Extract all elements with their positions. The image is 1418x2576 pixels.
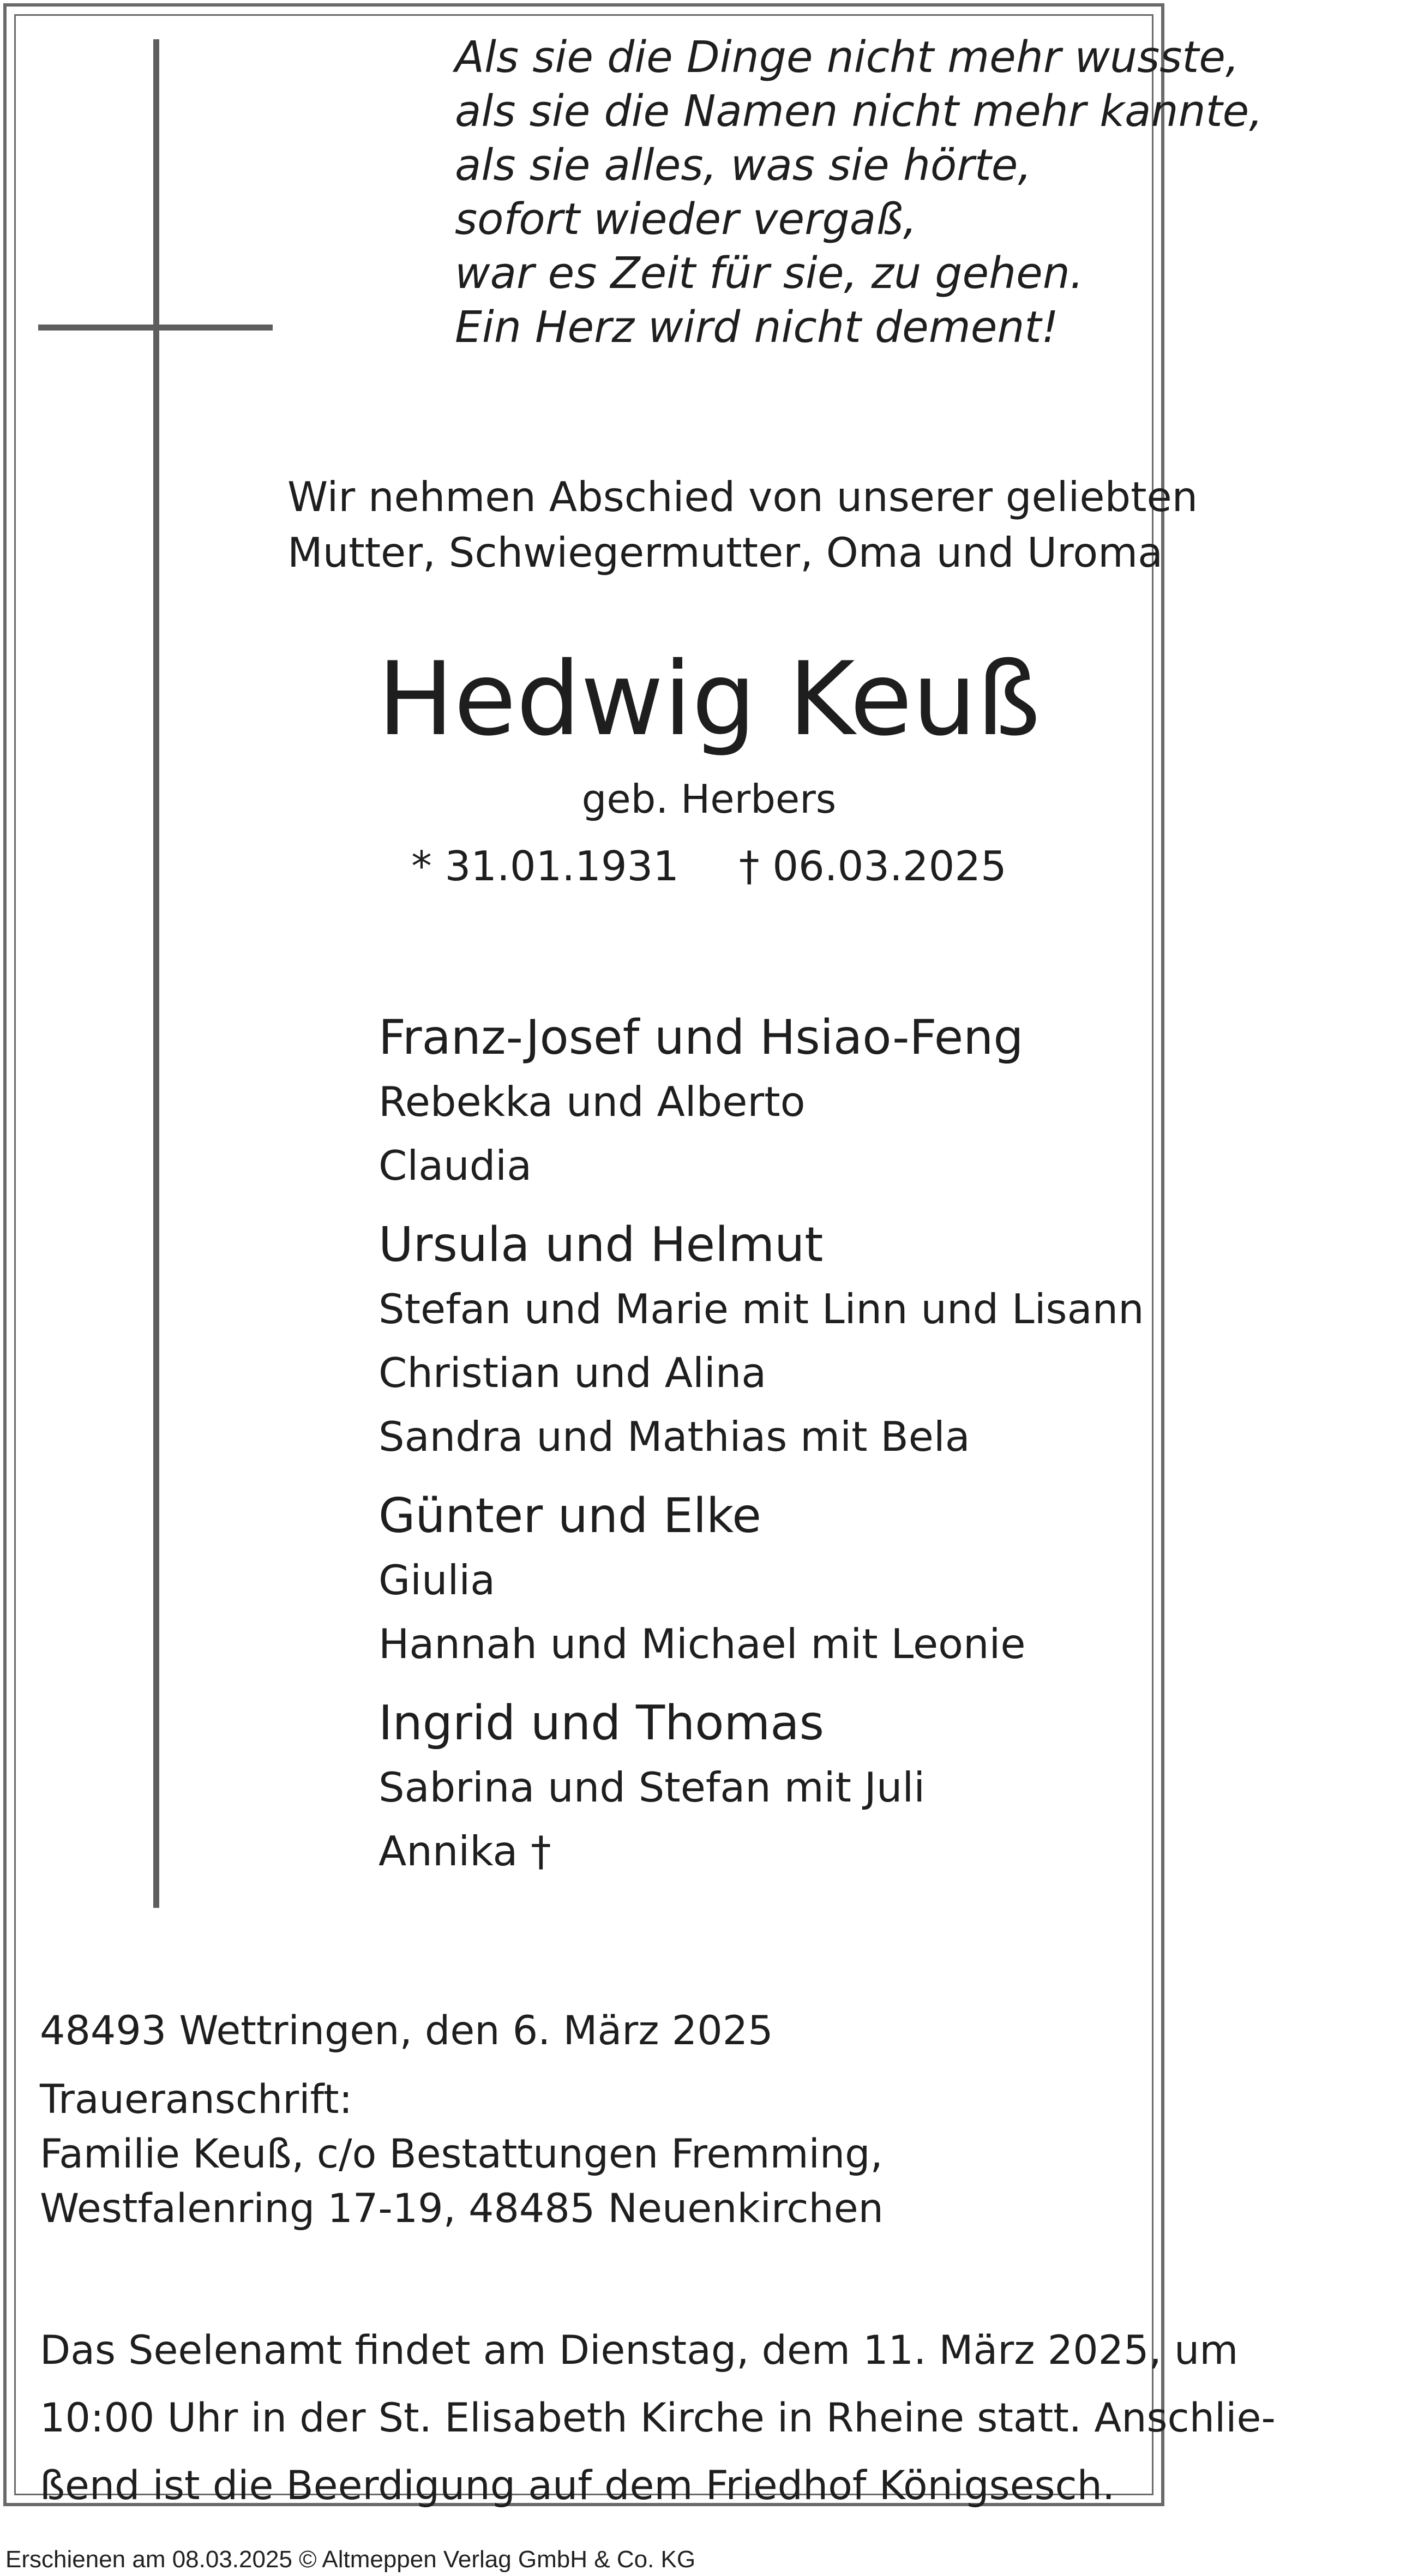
family-head: Günter und Elke [378, 1488, 761, 1544]
deceased-name: Hedwig Keuß [377, 640, 1041, 758]
address-line: Traueranschrift: [40, 2076, 353, 2123]
life-dates [0, 841, 1418, 891]
family-member: Claudia [378, 1142, 532, 1190]
notice-line: ßend ist die Beerdigung auf dem Friedhof Königsesch. [40, 2463, 1115, 2509]
poem-line: Ein Herz wird nicht dement! [455, 302, 1059, 352]
poem [455, 31, 1263, 355]
family-group [378, 1483, 1153, 1676]
birth-date: * 31.01.1931 [411, 842, 679, 890]
mourning-address [40, 2073, 884, 2236]
notice-line: 10:00 Uhr in der St. Elisabeth Kirche in Rheine statt. Anschlie- [40, 2395, 1276, 2441]
family-member: Sandra und Mathias mit Bela [378, 1413, 970, 1461]
poem-line: sofort wieder vergaß, [455, 194, 917, 244]
death-date: † 06.03.2025 [739, 842, 1007, 890]
family-member: Giulia [378, 1556, 496, 1604]
poem-line: war es Zeit für sie, zu gehen. [455, 248, 1084, 298]
family-member: Stefan und Marie mit Linn und Lisann [378, 1285, 1144, 1333]
address-line: Westfalenring 17-19, 48485 Neuenkirchen [40, 2185, 884, 2232]
family-member: Hannah und Michael mit Leonie [378, 1620, 1026, 1668]
poem-line: Als sie die Dinge nicht mehr wusste, [455, 32, 1240, 82]
poem-line: als sie alles, was sie hörte, [455, 140, 1032, 190]
publication-footer: Erschienen am 08.03.2025 © Altmeppen Verlag GmbH & Co. KG [5, 2546, 696, 2573]
family-group [378, 1690, 1153, 1883]
cross-vertical-bar [153, 39, 159, 1908]
address-line: Familie Keuß, c/o Bestattungen Fremming, [40, 2131, 883, 2177]
mourners-list [378, 1005, 1153, 1898]
intro-line: Mutter, Schwiegermutter, Oma und Uroma [287, 529, 1163, 577]
family-head: Franz-Josef und Hsiao-Feng [378, 1010, 1024, 1065]
intro-line: Wir nehmen Abschied von unserer geliebten [287, 473, 1198, 521]
family-member: Christian und Alina [378, 1349, 767, 1397]
family-group [378, 1005, 1153, 1198]
service-notice [40, 2317, 1276, 2520]
notice-line: Das Seelenamt findet am Dienstag, dem 11. März 2025, um [40, 2327, 1239, 2374]
family-member: Annika † [378, 1827, 551, 1875]
location-date: 48493 Wettringen, den 6. März 2025 [40, 2008, 773, 2054]
family-member: Rebekka und Alberto [378, 1078, 806, 1126]
family-head: Ingrid und Thomas [378, 1695, 824, 1751]
farewell-intro [287, 469, 1198, 580]
family-member: Sabrina und Stefan mit Juli [378, 1763, 926, 1811]
family-head: Ursula und Helmut [378, 1217, 824, 1272]
family-group [378, 1212, 1153, 1469]
cross-horizontal-bar [38, 325, 273, 331]
poem-line: als sie die Namen nicht mehr kannte, [455, 86, 1263, 136]
maiden-name: geb. Herbers [581, 776, 837, 822]
